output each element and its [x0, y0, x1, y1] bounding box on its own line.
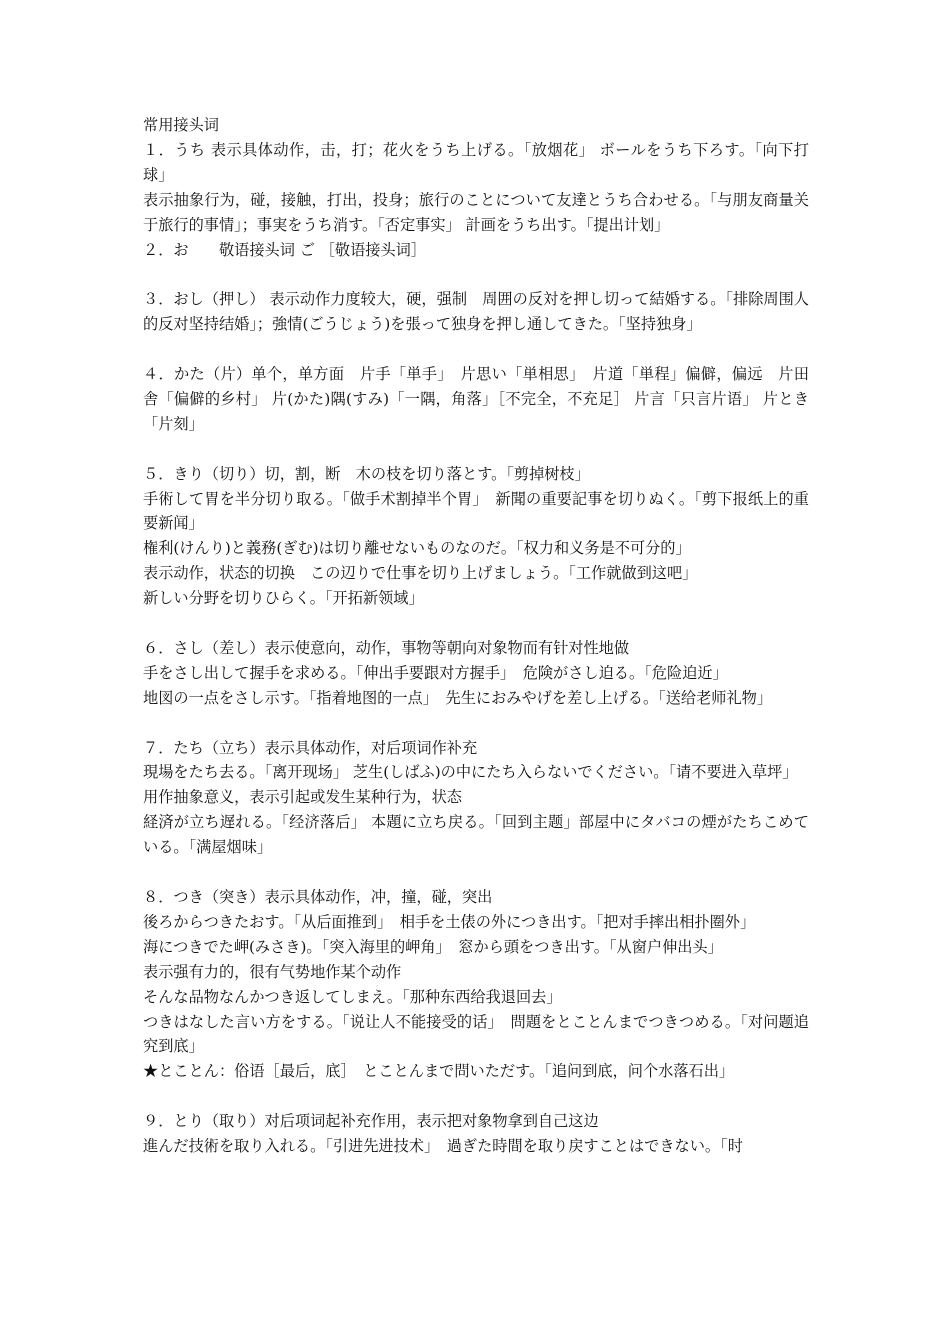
- text-line: ★とことん：俗语［最后，底］ とことんまで問いただす。「追问到底，问个水落石出」: [143, 1062, 735, 1081]
- document-lines: [143, 138, 809, 1159]
- text-line: 進んだ技術を取り入れる。「引进先进技术」 過ぎた時間を取り戻すことはできない。「时: [143, 1137, 743, 1156]
- text-line: ３．おし（押し） 表示动作力度较大，硬，强制 周囲の反対を押し切って結婚する。「排除周围人的反对坚持结婚」；強情(ごうじょう)を張って独身を押し通してきた。「坚持独身」: [143, 290, 809, 334]
- blank-line: [143, 337, 809, 362]
- text-line: つきはなした言い方をする。「说让人不能接受的话」 問題をとことんまでつきつめる。「对问题追究到底」: [143, 1012, 809, 1056]
- document-title: 常用接头词: [143, 116, 219, 134]
- text-line: ５．きり（切り）切，割，断 木の枝を切り落とす。「剪掉树枝」: [143, 464, 590, 483]
- text-line: 手をさし出して握手を求める。「伸出手要跟对方握手」 危険がさし迫る。「危险迫近」: [143, 663, 728, 682]
- blank-line: [143, 262, 809, 287]
- text-line: 表示强有力的，很有气势地作某个动作: [143, 962, 402, 981]
- blank-line: [143, 860, 809, 885]
- text-line: 新しい分野を切りひらく。「开拓新领域」: [143, 589, 424, 608]
- text-line: そんな品物なんかつき返してしまえ。「那种东西给我退回去」: [143, 987, 562, 1006]
- text-line: ７．たち（立ち）表示具体动作，对后项词作补充: [143, 738, 478, 757]
- text-line: 用作抽象意义，表示引起或发生某种行为，状态: [143, 788, 462, 807]
- blank-line: [143, 711, 809, 736]
- blank-line: [143, 611, 809, 636]
- blank-line: [143, 437, 809, 462]
- text-line: 表示动作，状态的切换 この辺りで仕事を切り上げましょう。「工作就做到这吧」: [143, 564, 698, 583]
- text-line: ９．とり（取り）对后项词起补充作用，表示把对象物拿到自己这边: [143, 1112, 599, 1131]
- text-line: 表示抽象行为，碰，接触，打出，投身；旅行のことについて友達とうち合わせる。「与朋友商量关于旅行的事情」；事実をうち消す。「否定事实」 計画をうち出す。「提出计划」: [143, 190, 809, 234]
- text-line: １．うち 表示具体动作，击，打；花火をうち上げる。「放烟花」 ボールをうち下ろす。「向下打球」: [143, 140, 809, 184]
- text-line: 地図の一点をさし示す。「指着地图的一点」 先生におみやげを差し上げる。「送给老师礼物」: [143, 688, 773, 707]
- text-line: 手術して胃を半分切り取る。「做手术割掉半个胃」 新聞の重要記事を切りぬく。「剪下报纸上的重要新闻」: [143, 489, 809, 533]
- text-line: 現場をたち去る。「离开现场」 芝生(しばふ)の中にたち入らないでください。「请不要进入草坪」: [143, 763, 798, 782]
- text-line: 海につきでた岬(みさき)。「突入海里的岬角」 窓から頭をつき出す。「从窗户伸出头」: [143, 937, 723, 956]
- text-line: ２．お 敬语接头词 ご ［敬语接头词］: [143, 240, 427, 259]
- text-line: ４．かた（片）单个，单方面 片手「単手」 片思い「単相思」 片道「単程」偏僻，偏远 片田舎「偏僻的乡村」 片(かた)隅(すみ)「一隅，角落」［不完全，不充足］ 片言「只言片语」 片とき「片刻」: [143, 365, 809, 433]
- document-body: [143, 113, 809, 1159]
- text-line: 後ろからつきたおす。「从后面推到」 相手を土俵の外につき出す。「把对手摔出相扑圈外」: [143, 912, 756, 931]
- text-line: ６．さし（差し）表示使意向，动作，事物等朝向对象物而有针对性地做: [143, 638, 629, 657]
- text-line: ８．つき（突き）表示具体动作，冲，撞，碰，突出: [143, 888, 493, 906]
- text-line: 経済が立ち遅れる。「经济落后」 本題に立ち戻る。「回到主题」部屋中にタバコの煙がたちこめている。「满屋烟味」: [143, 813, 809, 857]
- blank-line: [143, 1084, 809, 1109]
- text-line: 権利(けんり)と義務(ぎむ)は切り離せないものなのだ。「权力和义务是不可分的」: [143, 539, 691, 558]
